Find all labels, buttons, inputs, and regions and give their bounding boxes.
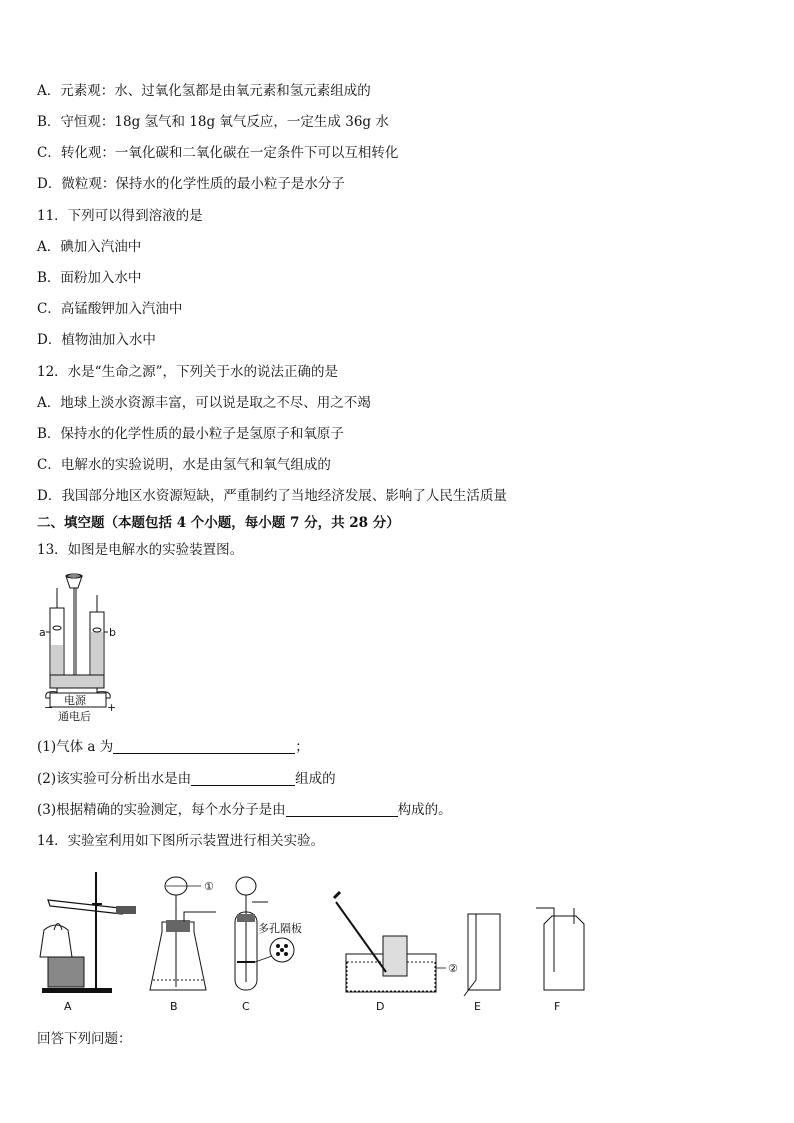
- label-a: a: [39, 626, 46, 639]
- figure-caption: 通电后: [58, 710, 91, 723]
- q10-option-a: A．元素观：水、过氧化氢都是由氧元素和氢元素组成的: [37, 83, 371, 99]
- apparatus-a: [40, 872, 136, 993]
- marker-2: ②: [448, 962, 458, 975]
- label-A: A: [64, 1000, 72, 1013]
- q13-p2-prefix: (2)该实验可分析出水是由: [37, 771, 192, 787]
- q12-option-b: B．保持水的化学性质的最小粒子是氢原子和氧原子: [37, 426, 344, 442]
- q11-option-b: B．面粉加入水中: [37, 270, 142, 286]
- label-E: E: [474, 1000, 481, 1013]
- q13-p1-suffix: ；: [295, 739, 309, 755]
- q13-p3-prefix: (3)根据精确的实验测定，每个水分子是由: [37, 802, 286, 818]
- answer-blank-3[interactable]: [286, 802, 398, 817]
- q11-stem: 11．下列可以得到溶液的是: [37, 208, 203, 224]
- section-heading: 二、填空题（本题包括 4 个小题，每小题 7 分，共 28 分）: [37, 515, 400, 531]
- q12-stem: 12．水是“生命之源”，下列关于水的说法正确的是: [37, 364, 338, 380]
- q11-option-c: C．高锰酸钾加入汽油中: [37, 301, 183, 317]
- q11-option-d: D．植物油加入水中: [37, 332, 156, 348]
- label-D: D: [376, 1000, 385, 1013]
- q13-part-1: [37, 738, 309, 756]
- apparatus-e: [464, 914, 500, 996]
- q13-stem: 13．如图是电解水的实验装置图。: [37, 542, 244, 558]
- q13-part-2: [37, 770, 336, 788]
- q10-option-b: B．守恒观：18g 氢气和 18g 氧气反应，一定生成 36g 水: [37, 114, 389, 130]
- q12-option-d: D．我国部分地区水资源短缺，严重制约了当地经济发展、影响了人民生活质量: [37, 488, 507, 504]
- q10-option-c: C．转化观：一氧化碳和二氧化碳在一定条件下可以互相转化: [37, 145, 399, 161]
- answer-blank-1[interactable]: [113, 739, 295, 754]
- porous-plate-label: 多孔隔板: [258, 922, 302, 935]
- q12-option-a: A．地球上淡水资源丰富，可以说是取之不尽、用之不竭: [37, 395, 371, 411]
- q13-part-3: [37, 801, 452, 819]
- q11-option-a: A．碘加入汽油中: [37, 239, 142, 255]
- power-source-label: 电源: [64, 694, 86, 707]
- plus-sign: +: [107, 701, 117, 714]
- apparatus-b: [150, 877, 216, 990]
- electrolysis-apparatus-figure: [36, 570, 126, 725]
- label-b: b: [109, 626, 116, 639]
- q12-option-c: C．电解水的实验说明，水是由氢气和氧气组成的: [37, 457, 331, 473]
- lab-apparatus-figure: [36, 862, 596, 1020]
- q13-p1-prefix: (1)气体 a 为: [37, 739, 114, 755]
- q13-p3-suffix: 构成的。: [397, 802, 452, 818]
- q10-option-d: D．微粒观：保持水的化学性质的最小粒子是水分子: [37, 176, 345, 192]
- minus-sign: −: [44, 701, 54, 714]
- label-B: B: [170, 1000, 178, 1013]
- answer-prompt: 回答下列问题：: [37, 1031, 132, 1047]
- q14-stem: 14．实验室利用如下图所示装置进行相关实验。: [37, 833, 325, 849]
- label-C: C: [242, 1000, 250, 1013]
- q13-p2-suffix: 组成的: [295, 771, 336, 787]
- marker-1: ①: [204, 880, 214, 893]
- apparatus-f: [536, 908, 584, 990]
- label-F: F: [554, 1000, 561, 1013]
- answer-blank-2[interactable]: [191, 771, 295, 786]
- apparatus-d: [334, 892, 446, 992]
